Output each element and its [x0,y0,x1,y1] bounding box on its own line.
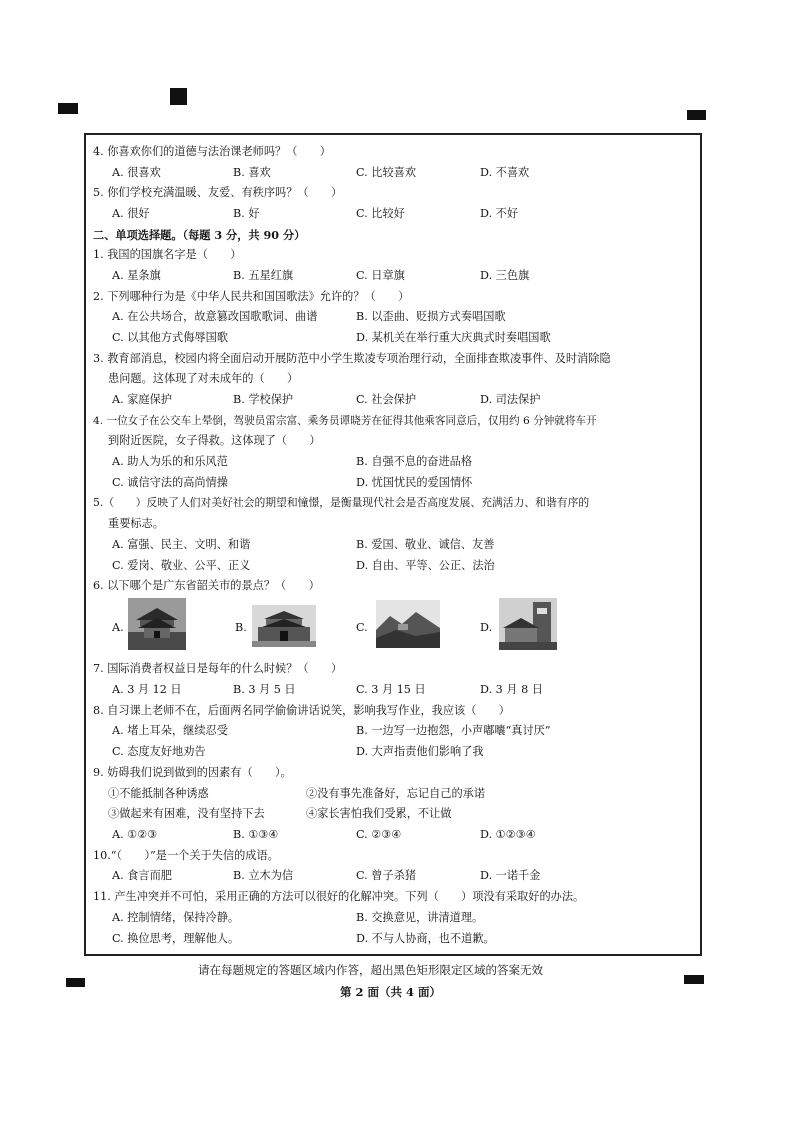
q3-option-b: B. 学校保护 [233,393,294,406]
question-3-stem-line-2: 患问题。这体现了对未成年的（ ） [108,372,299,385]
question-9-stem: 9. 妨碍我们说到做到的因素有（ ）。 [93,766,292,779]
q7-option-d: D. 3 月 8 日 [480,683,543,696]
question-7-stem: 7. 国际消费者权益日是每年的什么时候？（ ） [93,662,343,675]
q6-option-a-label: A. [112,621,124,634]
question-11-stem: 11. 产生冲突并不可怕，采用正确的方法可以很好的化解冲突。下列（ ）项没有采取好的办法。 [93,890,585,903]
survey-question-4: 4. 你喜欢你们的道德与法治课老师吗？（ ） [93,145,331,158]
q6-option-c-image [376,600,440,648]
q10-option-b: B. 立木为信 [233,869,294,882]
q5-option-a: A. 富强、民主、文明、和谐 [112,538,251,551]
survey-q4-option-b: B. 喜欢 [233,166,271,179]
question-4-stem-line-2: 到附近医院，女子得救。这体现了（ ） [108,434,321,447]
q5-option-d: D. 自由、平等、公正、法治 [356,559,495,572]
q7-option-c: C. 3 月 15 日 [356,683,426,696]
q9-item-2: ②没有事先准备好，忘记自己的承诺 [306,787,486,800]
question-5-stem-line-1: 5.（ ）反映了人们对美好社会的期望和憧憬，是衡量现代社会是否高度发展、充满活力、和谐有序的 [93,496,590,509]
q10-option-c: C. 曾子杀猪 [356,869,417,882]
q8-option-d: D. 大声指责他们影响了我 [356,745,484,758]
q10-option-a: A. 食言而肥 [112,869,172,882]
q2-option-b: B. 以歪曲、贬损方式奏唱国歌 [356,310,506,323]
q6-option-b-label: B. [235,621,247,634]
q8-option-a: A. 堵上耳朵，继续忍受 [112,724,228,737]
survey-q5-option-b: B. 好 [233,207,260,220]
q6-option-b-image [252,605,316,647]
question-10-stem: 10.“（ ）”是一个关于失信的成语。 [93,849,279,862]
q9-item-3: ③做起来有困难，没有坚持下去 [108,807,265,820]
q4-option-c: C. 诚信守法的高尚情操 [112,476,228,489]
question-3-stem-line-1: 3. 教育部消息，校园内将全面启动开展防范中小学生欺凌专项治理行动，全面排查欺凌事件、及时消除隐 [93,352,611,365]
question-8-stem: 8. 自习课上老师不在，后面两名同学偷偷讲话说笑，影响我写作业，我应该（ ） [93,704,510,717]
q8-option-c: C. 态度友好地劝告 [112,745,206,758]
q1-option-d: D. 三色旗 [480,269,530,282]
q4-option-a: A. 助人为乐的和乐风范 [112,455,228,468]
survey-q4-option-c: C. 比较喜欢 [356,166,417,179]
q11-option-c: C. 换位思考，理解他人。 [112,932,240,945]
q3-option-d: D. 司法保护 [480,393,541,406]
question-1-stem: 1. 我国的国旗名字是（ ） [93,248,242,261]
survey-q5-option-a: A. 很好 [112,207,150,220]
q2-option-a: A. 在公共场合，故意篡改国歌歌词、曲谱 [112,310,318,323]
survey-q4-option-d: D. 不喜欢 [480,166,530,179]
q7-option-a: A. 3 月 12 日 [112,683,182,696]
q3-option-a: A. 家庭保护 [112,393,172,406]
q5-option-c: C. 爱岗、敬业、公平、正义 [112,559,251,572]
question-4-stem-line-1: 4. 一位女子在公交车上晕倒，驾驶员雷宗富、乘务员谭晓芳在征得其他乘客同意后，仅用约 6 分钟就将车开 [93,415,597,427]
page-number: 第 2 面（共 4 面） [340,985,442,999]
registration-mark-top-square [170,88,187,105]
q9-option-d: D. ①②③④ [480,828,536,841]
q11-option-b: B. 交换意见，讲清道理。 [356,911,484,924]
q1-option-b: B. 五星红旗 [233,269,294,282]
q8-option-b: B. 一边写一边抱怨，小声嘟囔“真讨厌” [356,724,551,737]
q1-option-c: C. 日章旗 [356,269,405,282]
q11-option-a: A. 控制情绪，保持冷静。 [112,911,240,924]
q11-option-d: D. 不与人协商，也不道歉。 [356,932,495,945]
registration-mark-bottom-right [684,975,704,984]
q10-option-d: D. 一诺千金 [480,869,541,882]
q2-option-c: C. 以其他方式侮辱国歌 [112,331,228,344]
q6-option-d-label: D. [480,621,493,634]
registration-mark-top-left [58,103,78,114]
registration-mark-top-right [687,110,706,120]
footer-notice: 请在每题规定的答题区域内作答，超出黑色矩形限定区域的答案无效 [198,963,543,977]
section-title: 二、单项选择题。（每题 3 分，共 90 分） [93,228,306,242]
q3-option-c: C. 社会保护 [356,393,417,406]
question-2-stem: 2. 下列哪种行为是《中华人民共和国国歌法》允许的？（ ） [93,290,410,303]
q9-option-c: C. ②③④ [356,828,402,841]
q9-item-4: ④家长害怕我们受累，不让做 [306,807,452,820]
q5-option-b: B. 爱国、敬业、诚信、友善 [356,538,495,551]
q6-option-c-label: C. [356,621,368,634]
q9-option-a: A. ①②③ [112,828,158,841]
registration-mark-bottom-left [66,978,85,987]
question-6-stem: 6. 以下哪个是广东省韶关市的景点？（ ） [93,579,320,592]
q4-option-d: D. 忧国忧民的爱国情怀 [356,476,473,489]
q1-option-a: A. 星条旗 [112,269,161,282]
q4-option-b: B. 自强不息的奋进品格 [356,455,473,468]
survey-question-5: 5. 你们学校充满温暖、友爱、有秩序吗？（ ） [93,186,343,199]
q9-item-1: ①不能抵制各种诱惑 [108,787,209,800]
survey-q4-option-a: A. 很喜欢 [112,166,161,179]
survey-q5-option-d: D. 不好 [480,207,519,220]
q6-option-a-image [128,598,186,650]
q7-option-b: B. 3 月 5 日 [233,683,296,696]
question-5-stem-line-2: 重要标志。 [108,517,164,530]
q2-option-d: D. 某机关在举行重大庆典式时奏唱国歌 [356,331,551,344]
q6-option-d-image [499,598,557,650]
survey-q5-option-c: C. 比较好 [356,207,405,220]
q9-option-b: B. ①③④ [233,828,279,841]
